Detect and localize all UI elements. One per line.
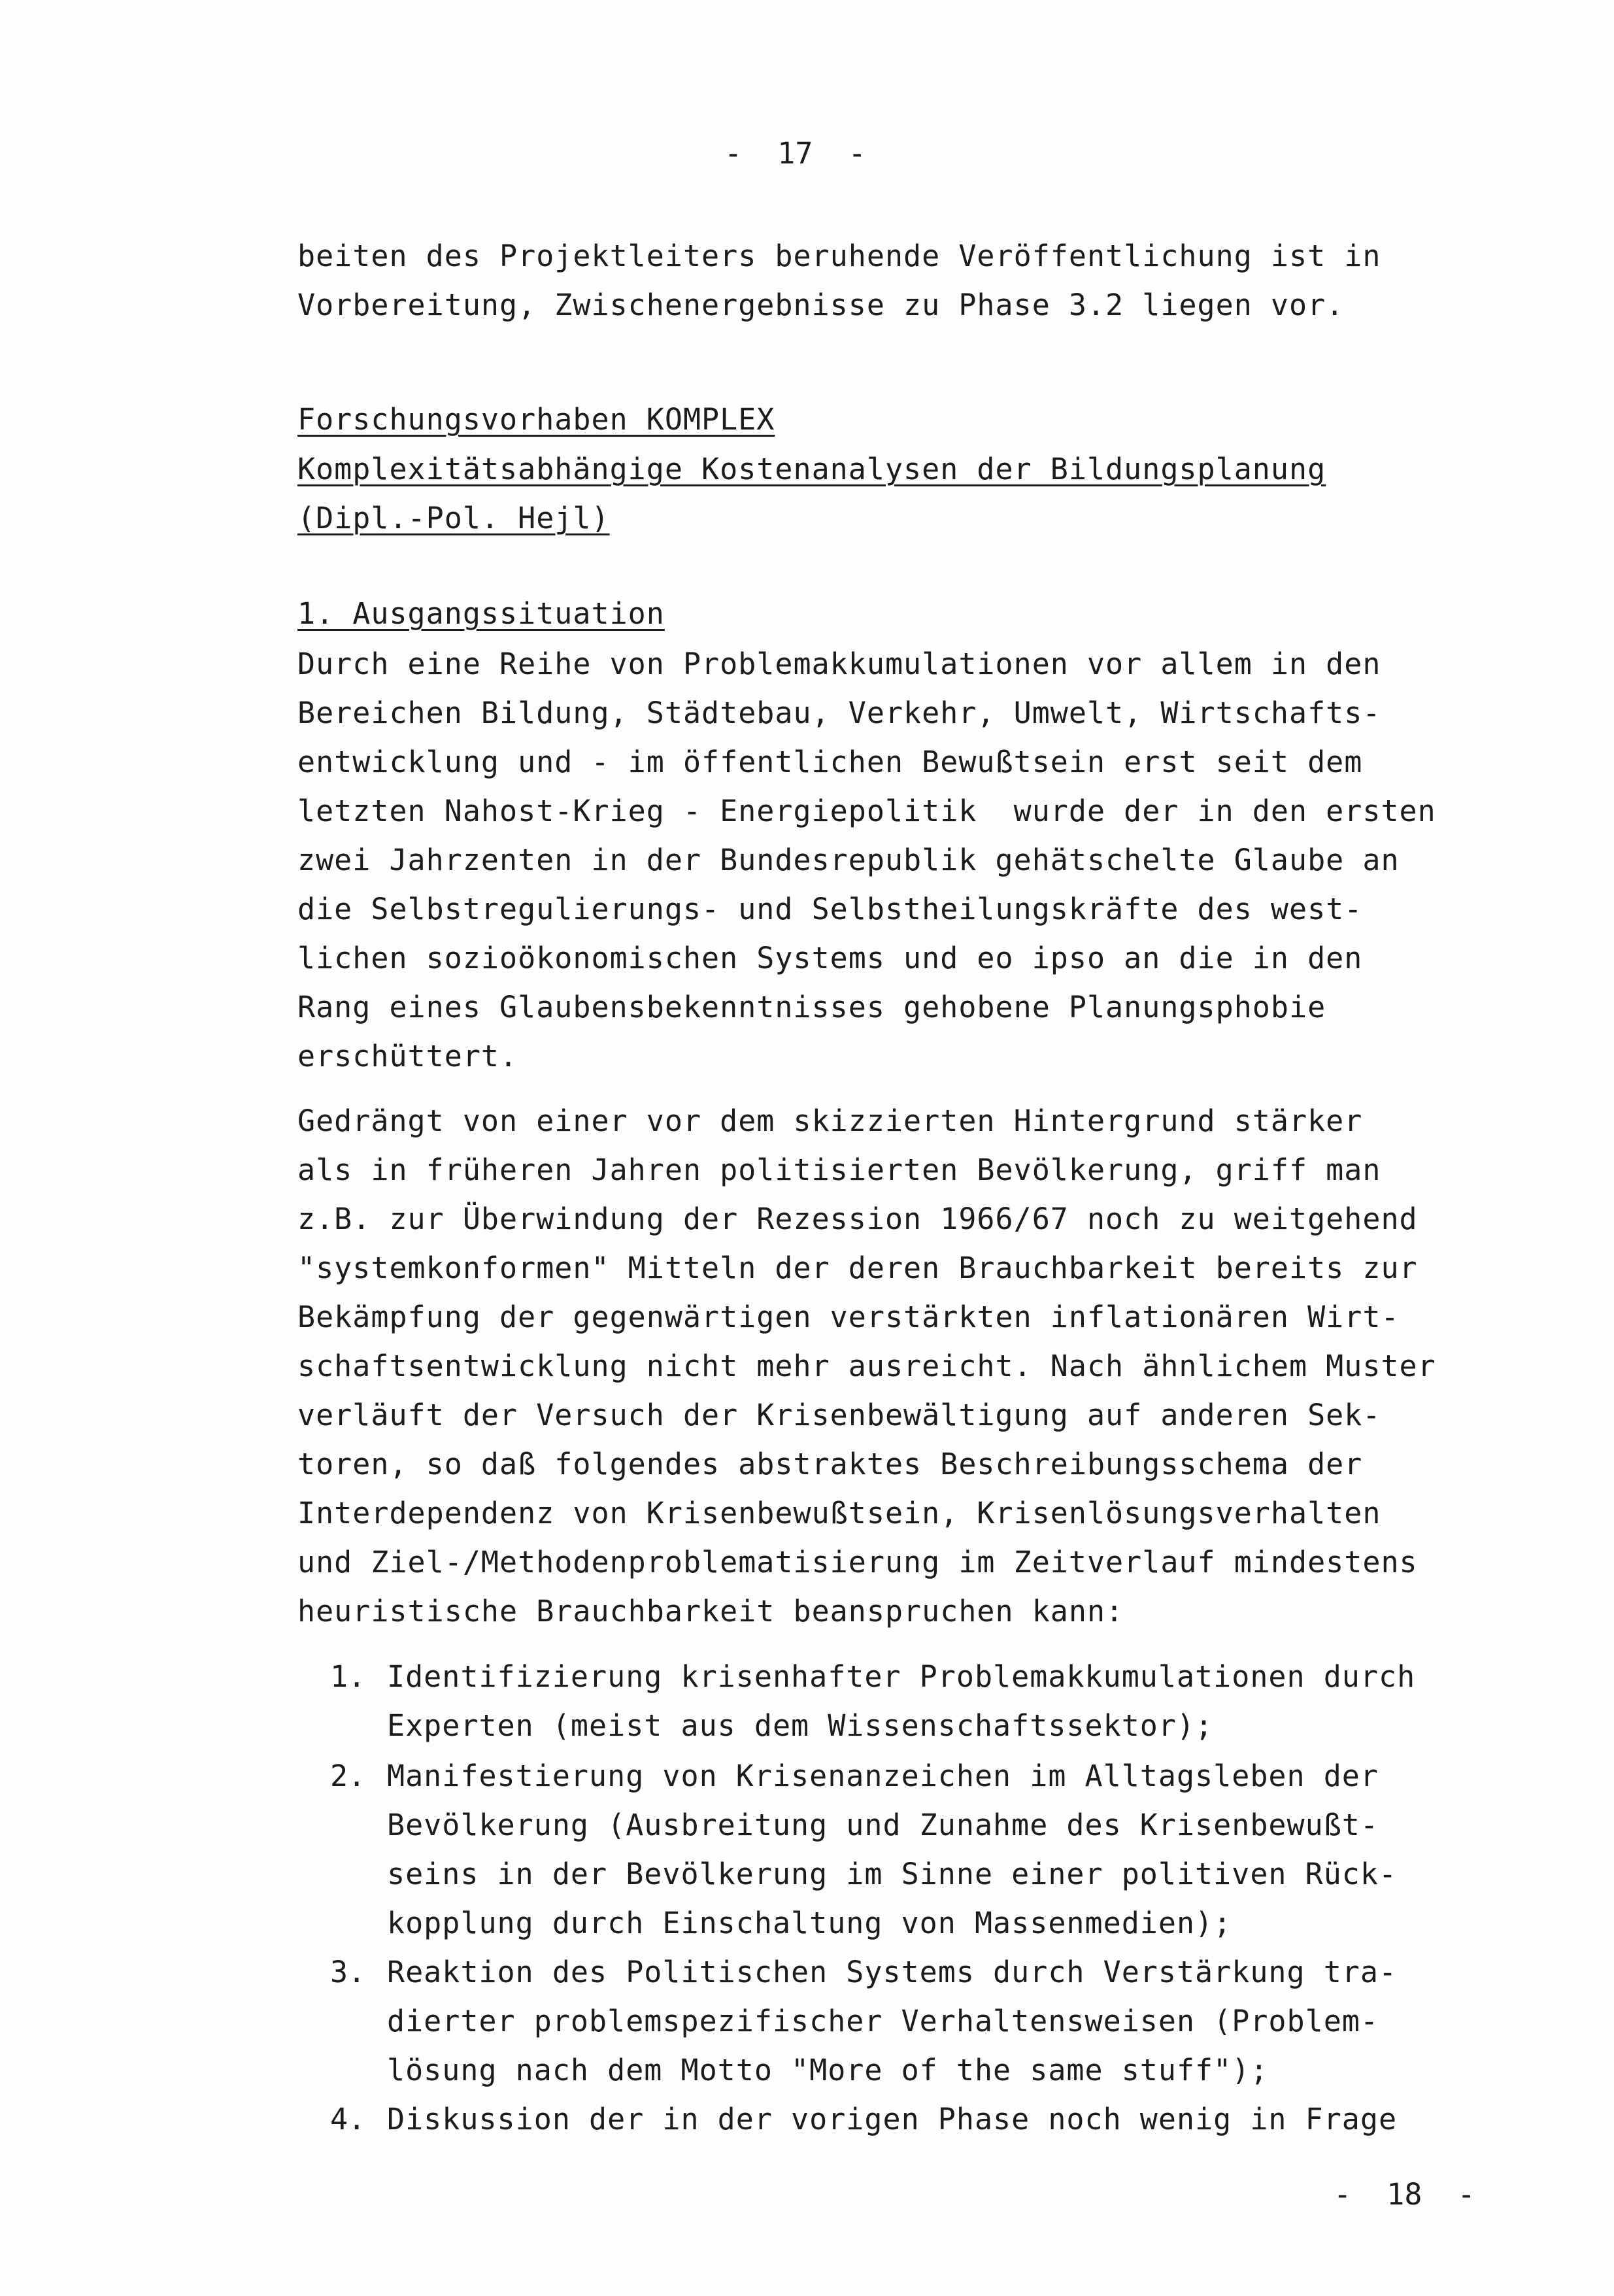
list-item-line: seins in der Bevölkerung im Sinne einer politiven Rück- <box>387 1857 1398 1891</box>
project-author: (Dipl.-Pol. Hejl) <box>297 501 610 535</box>
paragraph1-line: entwicklung und - im öffentlichen Bewußtsein erst seit dem <box>297 745 1363 779</box>
section-heading: 1. Ausgangssituation <box>297 596 665 631</box>
list-item-line: lösung nach dem Motto "More of the same stuff"); <box>387 2053 1269 2087</box>
list-item-line: Identifizierung krisenhafter Problemakkumulationen durch <box>387 1659 1416 1694</box>
paragraph2-line: als in früheren Jahren politisierten Bevölkerung, griff man <box>297 1153 1381 1187</box>
list-item-line: Reaktion des Politischen Systems durch Verstärkung tra- <box>387 1955 1398 1989</box>
intro-line-2: Vorbereitung, Zwischenergebnisse zu Phase 3.2 liegen vor. <box>297 288 1345 322</box>
list-item-line: Manifestierung von Krisenanzeichen im Alltagsleben der <box>387 1759 1379 1793</box>
list-item-number: 2. <box>330 1759 366 1793</box>
paragraph2-line: Bekämpfung der gegenwärtigen verstärkten inflationären Wirt- <box>297 1300 1400 1334</box>
intro-line-1: beiten des Projektleiters beruhende Veröffentlichung ist in <box>297 239 1381 273</box>
paragraph2-line: heuristische Brauchbarkeit beanspruchen kann: <box>297 1594 1124 1629</box>
paragraph2-line: Gedrängt von einer vor dem skizzierten Hintergrund stärker <box>297 1104 1363 1138</box>
paragraph1-line: die Selbstregulierungs- und Selbstheilungskräfte des west- <box>297 892 1363 926</box>
list-item-number: 4. <box>330 2102 366 2136</box>
list-item-line: dierter problemspezifischer Verhaltensweisen (Problem- <box>387 2004 1379 2038</box>
project-title: Forschungsvorhaben KOMPLEX <box>297 402 775 437</box>
list-item-number: 1. <box>330 1659 366 1694</box>
paragraph1-line: lichen sozioökonomischen Systems und eo ipso an die in den <box>297 941 1363 975</box>
paragraph2-line: und Ziel-/Methodenproblematisierung im Zeitverlauf mindestens <box>297 1545 1418 1579</box>
paragraph2-line: toren, so daß folgendes abstraktes Beschreibungsschema der <box>297 1447 1363 1481</box>
page-footer-number: - 18 - <box>1334 2177 1475 2212</box>
project-subtitle: Komplexitätsabhängige Kostenanalysen der Bildungsplanung <box>297 452 1326 486</box>
paragraph2-line: "systemkonformen" Mitteln der deren Brauchbarkeit bereits zur <box>297 1251 1418 1285</box>
paragraph1-line: zwei Jahrzenten in der Bundesrepublik gehätschelte Glaube an <box>297 843 1400 877</box>
list-item-line: Diskussion der in der vorigen Phase noch wenig in Frage <box>387 2102 1398 2136</box>
page-header-number: - 17 - <box>724 136 866 171</box>
paragraph2-line: verläuft der Versuch der Krisenbewältigung auf anderen Sek- <box>297 1398 1381 1432</box>
paragraph1-line: erschüttert. <box>297 1039 518 1073</box>
paragraph2-line: schaftsentwicklung nicht mehr ausreicht. Nach ähnlichem Muster <box>297 1349 1436 1383</box>
paragraph1-line: Bereichen Bildung, Städtebau, Verkehr, Umwelt, Wirtschafts- <box>297 696 1381 730</box>
paragraph1-line: letzten Nahost-Krieg - Energiepolitik wurde der in den ersten <box>297 794 1436 828</box>
list-item-line: kopplung durch Einschaltung von Massenmedien); <box>387 1906 1232 1940</box>
list-item-number: 3. <box>330 1955 366 1989</box>
list-item-line: Experten (meist aus dem Wissenschaftssektor); <box>387 1708 1214 1743</box>
paragraph1-line: Durch eine Reihe von Problemakkumulationen vor allem in den <box>297 647 1381 681</box>
list-item-line: Bevölkerung (Ausbreitung und Zunahme des Krisenbewußt- <box>387 1808 1379 1842</box>
paragraph2-line: z.B. zur Überwindung der Rezession 1966/67 noch zu weitgehend <box>297 1202 1418 1236</box>
paragraph1-line: Rang eines Glaubensbekenntnisses gehobene Planungsphobie <box>297 990 1326 1024</box>
paragraph2-line: Interdependenz von Krisenbewußtsein, Krisenlösungsverhalten <box>297 1496 1381 1530</box>
